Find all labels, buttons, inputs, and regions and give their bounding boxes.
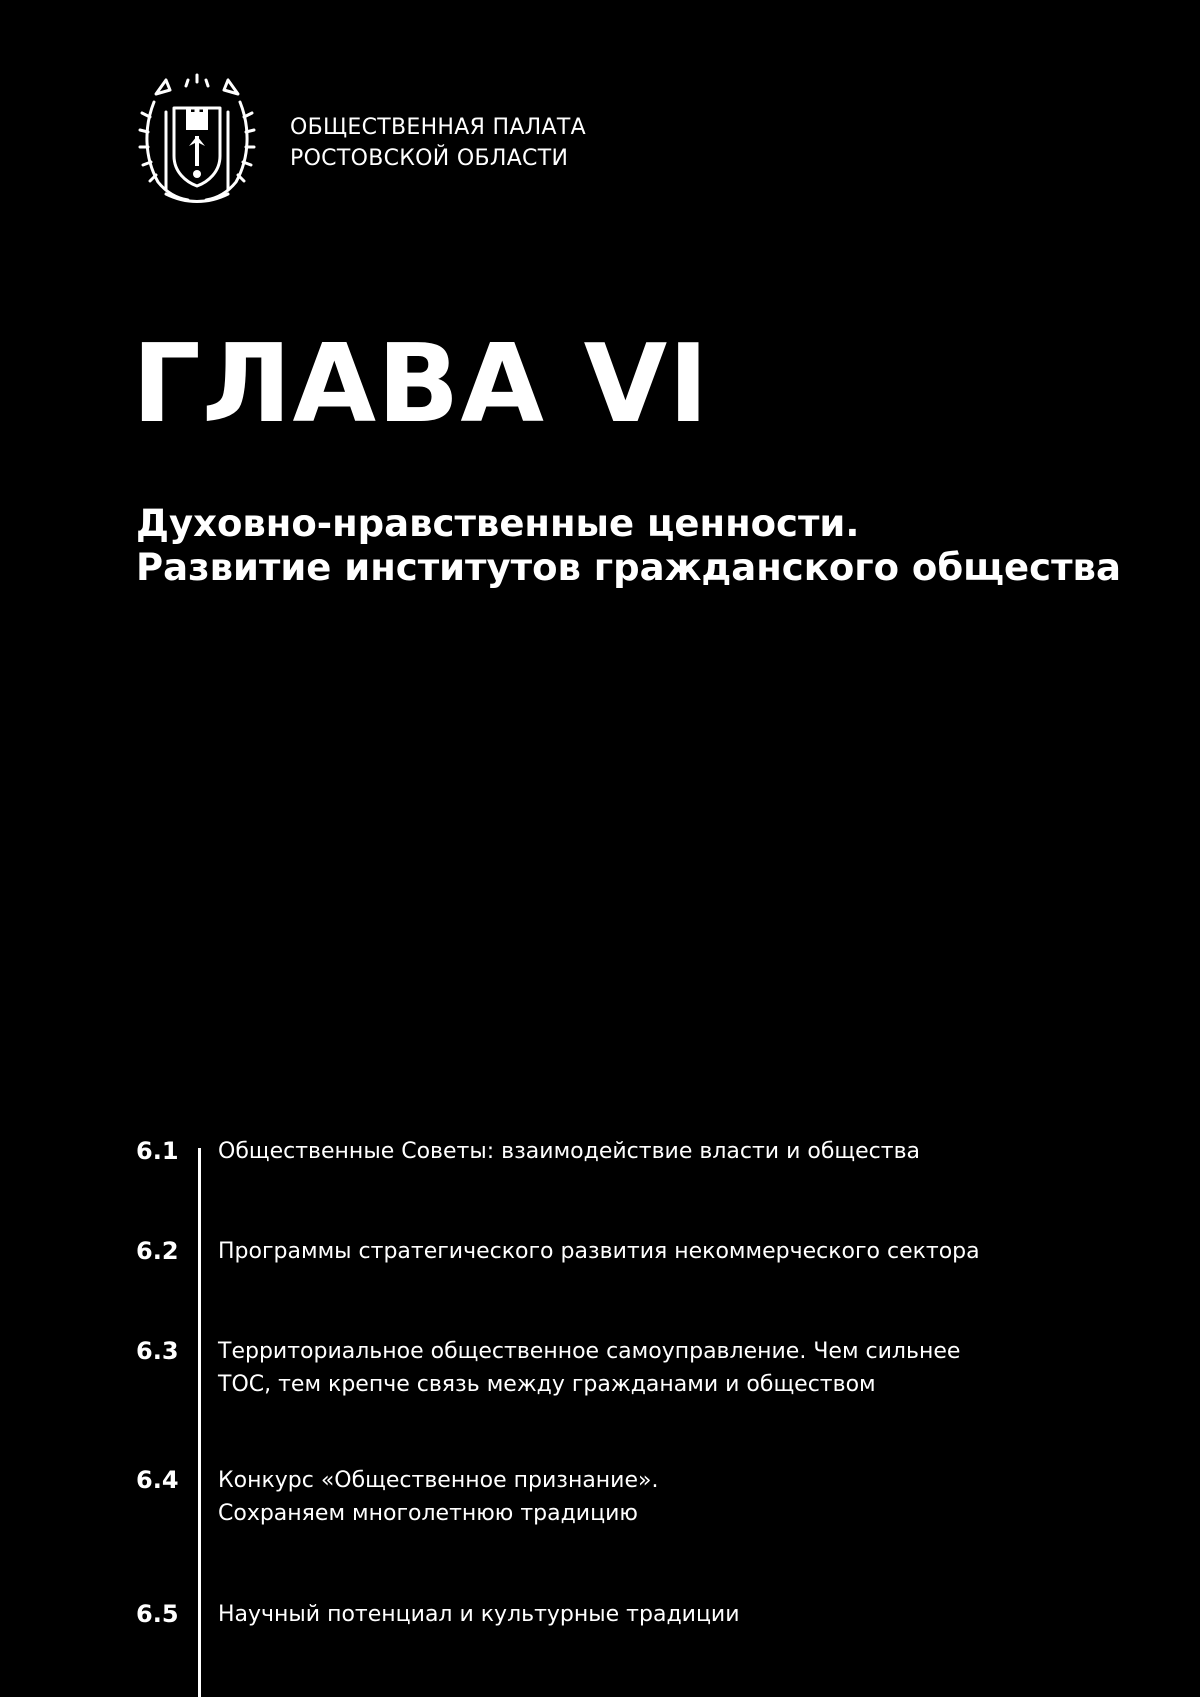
toc-item-title-line: ТОС, тем крепче связь между гражданами и обществом xyxy=(218,1372,876,1397)
toc-item-number: 6.5 xyxy=(136,1600,179,1628)
toc-item-title xyxy=(218,1464,658,1530)
organization-name-line2: РОСТОВСКОЙ ОБЛАСТИ xyxy=(290,146,569,171)
chapter-title: ГЛАВА VI xyxy=(132,322,710,447)
toc-item-title xyxy=(218,1135,920,1168)
toc-item-title xyxy=(218,1235,980,1268)
toc-divider-line xyxy=(198,1148,201,1697)
chapter-subtitle-line1: Духовно-нравственные ценности. xyxy=(136,502,860,545)
toc-item-title-line: Сохраняем многолетнюю традицию xyxy=(218,1501,638,1526)
toc-item-title xyxy=(218,1598,740,1631)
toc-item-title-line: Программы стратегического развития некоммерческого сектора xyxy=(218,1239,980,1264)
organization-name xyxy=(290,112,586,174)
coat-of-arms-icon xyxy=(136,72,258,206)
toc-item-title-line: Конкурс «Общественное признание». xyxy=(218,1468,659,1493)
toc-item-number: 6.2 xyxy=(136,1237,179,1265)
toc-item-number: 6.3 xyxy=(136,1337,179,1365)
chapter-subtitle xyxy=(136,502,1121,590)
chapter-subtitle-line2: Развитие институтов гражданского общества xyxy=(136,546,1121,589)
toc-item-number: 6.4 xyxy=(136,1466,179,1494)
toc-item-title xyxy=(218,1335,960,1401)
toc-item-number: 6.1 xyxy=(136,1137,179,1165)
toc-item-title-line: Территориальное общественное самоуправление. Чем сильнее xyxy=(218,1339,961,1364)
organization-name-line1: ОБЩЕСТВЕННАЯ ПАЛАТА xyxy=(290,115,586,140)
toc-item-title-line: Научный потенциал и культурные традиции xyxy=(218,1602,740,1627)
toc-item-title-line: Общественные Советы: взаимодействие власти и общества xyxy=(218,1139,921,1164)
